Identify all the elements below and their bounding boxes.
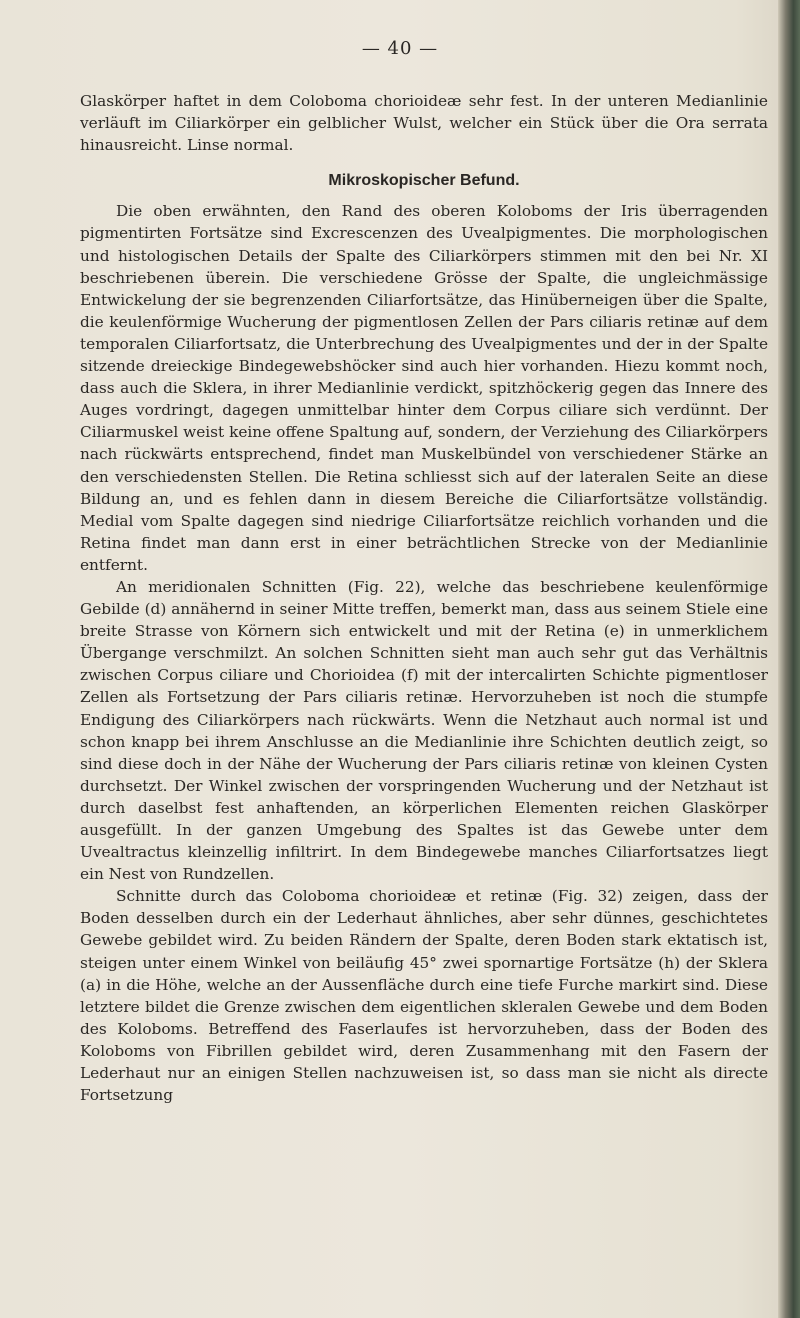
- paragraph-2: An meridionalen Schnitten (Fig. 22), welche das beschriebene keulenförmige Gebilde (d) annähernd in seiner Mitte treffen, bemerkt man, dass aus seinem Stiele eine breite Strasse von Körnern sich entwickelt und mit der Retina (e) in unmerklichem Übergange verschmilzt. An solchen Schnitten sieht man auch sehr gut das Verhältnis zwischen Corpus ciliare und Chorioidea (f) mit der intercalirten Schichte pigmentloser Zellen als Fortsetzung der Pars ciliaris retinæ. Hervorzuheben ist noch die stumpfe Endigung des Ciliarkörpers nach rückwärts. Wenn die Netzhaut auch normal ist und schon knapp bei ihrem Anschlusse an die Medianlinie ihre Schichten deutlich zeigt, so sind diese doch in der Nähe der Wucherung der Pars ciliaris retinæ von kleinen Cysten durchsetzt. Der Winkel zwischen der vorspringenden Wucherung und der Netzhaut ist durch daselbst fest anhaftenden, an körperlichen Elementen reichen Glaskörper ausgefüllt. In der ganzen Umgebung des Spaltes ist das Gewebe unter dem Uvealtractus kleinzellig infiltrirt. In dem Bindegewebe manches Ciliarfortsatzes liegt ein Nest von Rundzellen.: [80, 577, 768, 884]
- paragraph-3: Schnitte durch das Coloboma chorioideæ et retinæ (Fig. 32) zeigen, dass der Boden desselben durch ein der Lederhaut ähnliches, aber sehr dünnes, geschichtetes Gewebe gebildet wird. Zu beiden Rändern der Spalte, deren Boden stark ektatisch ist, steigen unter einem Winkel von beiläufig 45° zwei spornartige Fortsätze (h) der Sklera (a) in die Höhe, welche an der Aussenfläche durch eine tiefe Furche markirt sind. Diese letztere bildet die Grenze zwischen dem eigentlichen skleralen Gewebe und dem Boden des Koloboms. Betreffend des Faserlaufes ist hervorzuheben, dass der Boden des Koloboms von Fibrillen gebildet wird, deren Zusammenhang mit den Fasern der Lederhaut nur an einigen Stellen nachzuweisen ist, so dass man sie nicht als directe Fortsetzung: [80, 887, 768, 1105]
- intro-paragraph: Glaskörper haftet in dem Coloboma chorioideæ sehr fest. In der unteren Medianlinie verläuft im Ciliarkörper ein gelblicher Wulst, welcher ein Stück über die Ora serrata hinausreicht. Linse normal.: [80, 92, 768, 155]
- book-spine-edge: [778, 0, 800, 1318]
- body-text: [80, 90, 768, 1106]
- section-heading: Mikroskopischer Befund.: [328, 172, 520, 190]
- paragraph-1: Die oben erwähnten, den Rand des oberen Koloboms der Iris überragenden pigmentirten Fortsätze sind Excrescenzen des Uvealpigmentes. Die morphologischen und histologischen Details der Spalte des Ciliarkörpers stimmen mit den bei Nr. XI beschriebenen überein. Die verschiedene Grösse der Spalte, die ungleichmässige Entwickelung der sie begrenzenden Ciliarfortsätze, das Hinüberneigen über die Spalte, die keulenförmige Wucherung der pigmentlosen Zellen der Pars ciliaris retinæ auf dem temporalen Ciliarfortsatz, die Unterbrechung des Uvealpigmentes und der in der Spalte sitzende dreieckige Bindegewebshöcker sind auch hier vorhanden. Hiezu kommt noch, dass auch die Sklera, in ihrer Medianlinie verdickt, spitzhöckerig gegen das Innere des Auges vordringt, dagegen unmittelbar hinter dem Corpus ciliare sich verdünnt. Der Ciliarmuskel weist keine offene Spaltung auf, sondern, der Verziehung des Ciliarkörpers nach rückwärts entsprechend, findet man Muskelbündel von verschiedener Stärke an den verschiedensten Stellen. Die Retina schliesst sich auf der lateralen Seite an diese Bildung an, und es fehlen dann in diesem Bereiche die Ciliarfortsätze vollständig. Medial vom Spalte dagegen sind niedrige Ciliarfortsätze reichlich vorhanden und die Retina findet man dann erst in einer beträchtlichen Strecke von der Medianlinie entfernt.: [80, 202, 768, 574]
- page-number: — 40 —: [361, 38, 439, 59]
